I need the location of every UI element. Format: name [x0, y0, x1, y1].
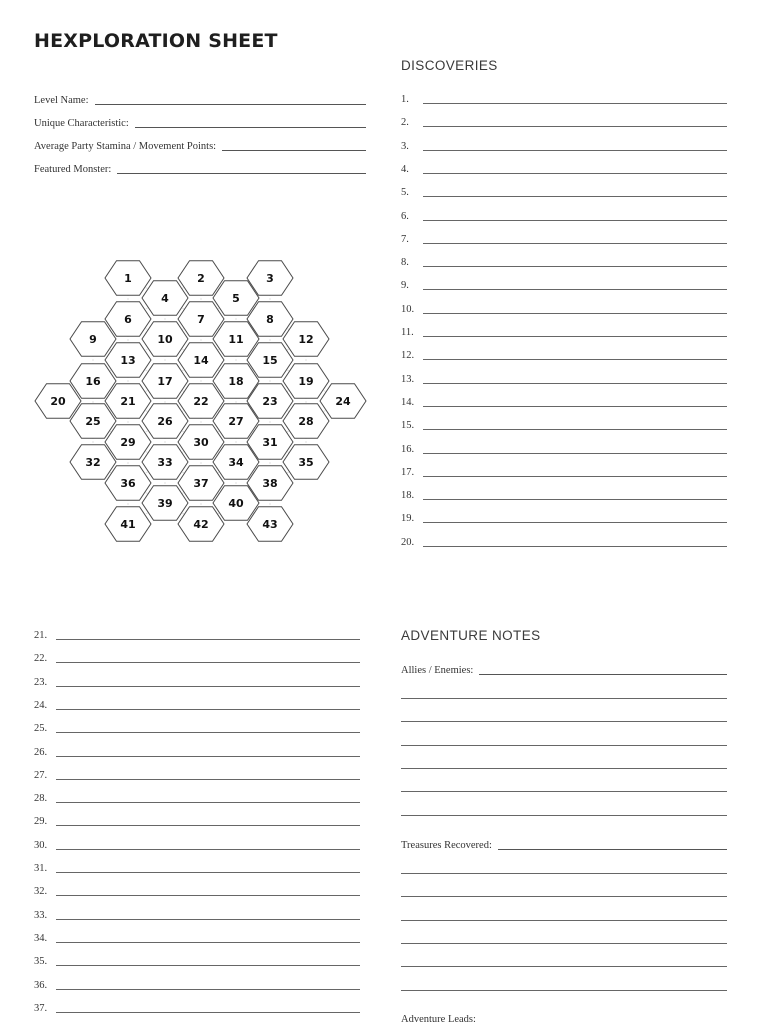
discovery-number: 36. [34, 979, 48, 991]
discovery-row[interactable] [401, 420, 727, 432]
notes-blank-line[interactable] [401, 896, 727, 897]
discovery-line[interactable] [56, 779, 360, 780]
discovery-number: 9. [401, 280, 409, 292]
hex-cell[interactable] [247, 507, 293, 542]
discovery-line[interactable] [423, 243, 727, 244]
discovery-number: 37. [34, 1002, 48, 1014]
discovery-row[interactable] [401, 513, 727, 525]
hex-number: 25 [85, 415, 101, 428]
adventure-notes-heading: ADVENTURE NOTES [401, 628, 541, 643]
discovery-line[interactable] [423, 173, 727, 174]
discovery-row[interactable] [34, 933, 360, 945]
discovery-row[interactable] [401, 94, 727, 106]
discovery-number: 19. [401, 513, 415, 525]
discovery-line[interactable] [56, 662, 360, 663]
hex-number: 30 [193, 436, 209, 449]
field-label: Unique Characteristic: [34, 118, 129, 129]
hex-cell[interactable] [142, 322, 188, 357]
hex-cell[interactable] [283, 404, 329, 439]
discovery-number: 20. [401, 536, 415, 548]
discovery-number: 27. [34, 769, 48, 781]
discovery-row[interactable] [34, 793, 360, 805]
hex-cell[interactable] [70, 322, 116, 357]
hex-number: 42 [193, 518, 209, 531]
hex-number: 11 [228, 333, 244, 346]
field-input-line[interactable] [222, 150, 366, 151]
hex-number: 2 [197, 272, 205, 285]
hex-map [32, 252, 372, 546]
discovery-line[interactable] [56, 919, 360, 920]
discovery-number: 14. [401, 396, 415, 408]
hex-cell[interactable] [35, 384, 81, 419]
notes-blank-line[interactable] [401, 966, 727, 967]
discovery-row[interactable] [34, 653, 360, 665]
hex-cell[interactable] [105, 466, 151, 501]
hex-cell[interactable] [283, 322, 329, 357]
field-row[interactable] [34, 141, 366, 153]
discovery-number: 10. [401, 303, 415, 315]
discovery-row[interactable] [401, 280, 727, 292]
discovery-row[interactable] [401, 350, 727, 362]
hex-cell[interactable] [142, 364, 188, 399]
hex-number: 3 [266, 272, 274, 285]
discovery-line[interactable] [423, 546, 727, 547]
hex-cell[interactable] [178, 261, 224, 296]
discovery-row[interactable] [401, 304, 727, 316]
hex-number: 17 [157, 375, 173, 388]
discovery-line[interactable] [56, 872, 360, 873]
discovery-line[interactable] [423, 499, 727, 500]
page-title: HEXPLORATION SHEET [34, 30, 278, 52]
hex-number: 38 [262, 477, 278, 490]
notes-label: Treasures Recovered: [401, 840, 492, 851]
hex-number: 16 [85, 375, 101, 388]
discovery-row[interactable] [401, 187, 727, 199]
hex-cell[interactable] [105, 261, 151, 296]
hex-cell[interactable] [142, 486, 188, 521]
discovery-number: 2. [401, 117, 409, 129]
discovery-number: 3. [401, 140, 409, 152]
hex-cell[interactable] [178, 466, 224, 501]
discovery-row[interactable] [401, 327, 727, 339]
discovery-row[interactable] [34, 677, 360, 689]
discovery-number: 31. [34, 863, 48, 874]
discovery-number: 6. [401, 210, 409, 222]
hex-cell[interactable] [105, 507, 151, 542]
discovery-line[interactable] [56, 709, 360, 710]
field-row[interactable] [34, 118, 366, 130]
discovery-row[interactable] [34, 816, 360, 828]
discovery-row[interactable] [34, 910, 360, 922]
hex-cell[interactable] [105, 343, 151, 378]
discovery-number: 4. [401, 163, 409, 175]
hex-number: 21 [120, 395, 136, 408]
hex-cell[interactable] [105, 425, 151, 460]
hex-number: 14 [193, 354, 209, 367]
discovery-line[interactable] [56, 756, 360, 757]
discovery-number: 23. [34, 676, 48, 688]
notes-field[interactable] [401, 1014, 727, 1026]
hex-cell[interactable] [247, 343, 293, 378]
discovery-line[interactable] [56, 895, 360, 896]
hex-number: 29 [120, 436, 136, 449]
hex-cell[interactable] [320, 384, 366, 419]
hex-cell[interactable] [283, 445, 329, 480]
hex-number: 23 [262, 395, 278, 408]
discovery-line[interactable] [423, 522, 727, 523]
notes-field[interactable] [401, 840, 727, 852]
discovery-number: 17. [401, 466, 415, 478]
discovery-row[interactable] [34, 863, 360, 875]
hex-cell[interactable] [105, 384, 151, 419]
hex-number: 5 [232, 292, 240, 305]
notes-blank-line[interactable] [401, 920, 727, 921]
discovery-number: 30. [34, 839, 48, 851]
discovery-row[interactable] [34, 630, 360, 642]
notes-input-line[interactable] [498, 849, 727, 850]
hex-number: 33 [157, 456, 173, 469]
discovery-line[interactable] [56, 1012, 360, 1013]
discovery-row[interactable] [34, 886, 360, 898]
discovery-number: 35. [34, 956, 48, 968]
discovery-line[interactable] [423, 336, 727, 337]
hex-number: 27 [228, 415, 244, 428]
discovery-row[interactable] [34, 723, 360, 735]
notes-label: Adventure Leads: [401, 1014, 476, 1025]
hex-cell[interactable] [70, 404, 116, 439]
discovery-line[interactable] [56, 965, 360, 966]
discovery-line[interactable] [423, 406, 727, 407]
hex-number: 13 [120, 354, 136, 367]
discovery-row[interactable] [34, 700, 360, 712]
discovery-number: 29. [34, 816, 48, 828]
discovery-line[interactable] [423, 383, 727, 384]
field-label: Featured Monster: [34, 164, 112, 175]
discovery-line[interactable] [423, 196, 727, 197]
discovery-number: 32. [34, 886, 48, 898]
hex-cell[interactable] [70, 445, 116, 480]
discovery-number: 12. [401, 350, 415, 362]
hex-number: 26 [157, 415, 173, 428]
discovery-row[interactable] [34, 747, 360, 759]
discovery-row[interactable] [401, 397, 727, 409]
discovery-row[interactable] [401, 257, 727, 269]
discovery-line[interactable] [423, 313, 727, 314]
discovery-number: 15. [401, 420, 415, 432]
discovery-line[interactable] [423, 266, 727, 267]
discovery-number: 5. [401, 187, 409, 199]
discovery-row[interactable] [401, 537, 727, 549]
discovery-row[interactable] [34, 770, 360, 782]
field-row[interactable] [34, 164, 366, 176]
discovery-number: 28. [34, 793, 48, 805]
notes-blank-line[interactable] [401, 745, 727, 746]
discovery-number: 26. [34, 746, 48, 758]
discovery-number: 16. [401, 443, 415, 455]
hex-number: 39 [157, 497, 173, 510]
discovery-row[interactable] [34, 980, 360, 992]
notes-blank-line[interactable] [401, 815, 727, 816]
hex-number: 18 [228, 375, 244, 388]
discovery-number: 24. [34, 699, 48, 711]
hex-number: 1 [124, 272, 132, 285]
discovery-row[interactable] [401, 117, 727, 129]
discovery-row[interactable] [401, 444, 727, 456]
discovery-row[interactable] [34, 840, 360, 852]
discovery-line[interactable] [56, 802, 360, 803]
discovery-number: 1. [401, 94, 409, 105]
hex-cell[interactable] [178, 384, 224, 419]
discovery-line[interactable] [56, 686, 360, 687]
notes-blank-line[interactable] [401, 990, 727, 991]
hex-cell[interactable] [178, 343, 224, 378]
discovery-row[interactable] [401, 164, 727, 176]
field-label: Level Name: [34, 95, 89, 106]
hex-number: 43 [262, 518, 278, 531]
hex-cell[interactable] [178, 302, 224, 337]
discovery-row[interactable] [401, 141, 727, 153]
hex-number: 12 [298, 333, 314, 346]
discovery-row[interactable] [34, 956, 360, 968]
notes-blank-line[interactable] [401, 698, 727, 699]
hex-number: 28 [298, 415, 314, 428]
notes-blank-line[interactable] [401, 721, 727, 722]
hex-number: 37 [193, 477, 209, 490]
hex-cell[interactable] [142, 404, 188, 439]
discovery-number: 22. [34, 653, 48, 665]
hex-cell[interactable] [105, 302, 151, 337]
discovery-number: 11. [401, 327, 414, 338]
hex-cell[interactable] [178, 507, 224, 542]
field-input-line[interactable] [95, 104, 366, 105]
discovery-line[interactable] [423, 150, 727, 151]
hex-cell[interactable] [178, 425, 224, 460]
hex-cell[interactable] [142, 445, 188, 480]
notes-blank-line[interactable] [401, 873, 727, 874]
discovery-number: 7. [401, 233, 409, 245]
hex-number: 19 [298, 375, 314, 388]
hex-number: 4 [161, 292, 169, 305]
notes-input-line[interactable] [479, 674, 727, 675]
notes-blank-line[interactable] [401, 943, 727, 944]
hex-number: 41 [120, 518, 136, 531]
hex-number: 9 [89, 333, 97, 346]
hex-number: 22 [193, 395, 209, 408]
hex-number: 15 [262, 354, 278, 367]
hex-number: 20 [50, 395, 66, 408]
discovery-line[interactable] [423, 103, 727, 104]
hex-number: 31 [262, 436, 278, 449]
discovery-line[interactable] [423, 476, 727, 477]
discovery-number: 18. [401, 490, 415, 502]
hex-number: 36 [120, 477, 136, 490]
discovery-number: 34. [34, 932, 48, 944]
discovery-line[interactable] [423, 289, 727, 290]
discovery-number: 25. [34, 723, 48, 735]
discovery-number: 21. [34, 630, 48, 641]
hex-number: 32 [85, 456, 101, 469]
hex-number: 40 [228, 497, 244, 510]
notes-blank-line[interactable] [401, 791, 727, 792]
discovery-line[interactable] [56, 825, 360, 826]
discovery-line[interactable] [56, 639, 360, 640]
discovery-row[interactable] [401, 211, 727, 223]
discovery-line[interactable] [56, 732, 360, 733]
field-label: Average Party Stamina / Movement Points: [34, 141, 217, 152]
hex-number: 34 [228, 456, 244, 469]
discovery-line[interactable] [423, 453, 727, 454]
discovery-line[interactable] [56, 942, 360, 943]
hex-cell[interactable] [142, 281, 188, 316]
discovery-line[interactable] [423, 126, 727, 127]
discovery-row[interactable] [34, 1003, 360, 1015]
notes-field[interactable] [401, 665, 727, 677]
field-input-line[interactable] [117, 173, 366, 174]
hex-number: 10 [157, 333, 173, 346]
discovery-line[interactable] [423, 220, 727, 221]
hex-number: 24 [335, 395, 351, 408]
notes-blank-line[interactable] [401, 768, 727, 769]
field-input-line[interactable] [135, 127, 366, 128]
discovery-line[interactable] [423, 359, 727, 360]
discovery-number: 13. [401, 373, 415, 385]
discovery-line[interactable] [56, 849, 360, 850]
discovery-line[interactable] [423, 429, 727, 430]
discovery-number: 33. [34, 909, 48, 921]
hex-number: 8 [266, 313, 274, 326]
hex-cell[interactable] [283, 364, 329, 399]
discovery-line[interactable] [56, 989, 360, 990]
notes-label: Allies / Enemies: [401, 665, 474, 676]
discovery-row[interactable] [401, 490, 727, 502]
discovery-row[interactable] [401, 374, 727, 386]
discovery-row[interactable] [401, 467, 727, 479]
field-row[interactable] [34, 95, 366, 107]
discovery-number: 8. [401, 257, 409, 269]
discovery-row[interactable] [401, 234, 727, 246]
discoveries-heading: DISCOVERIES [401, 58, 498, 73]
hex-number: 6 [124, 313, 132, 326]
hex-number: 35 [298, 456, 314, 469]
hex-cell[interactable] [70, 364, 116, 399]
hex-number: 7 [197, 313, 205, 326]
